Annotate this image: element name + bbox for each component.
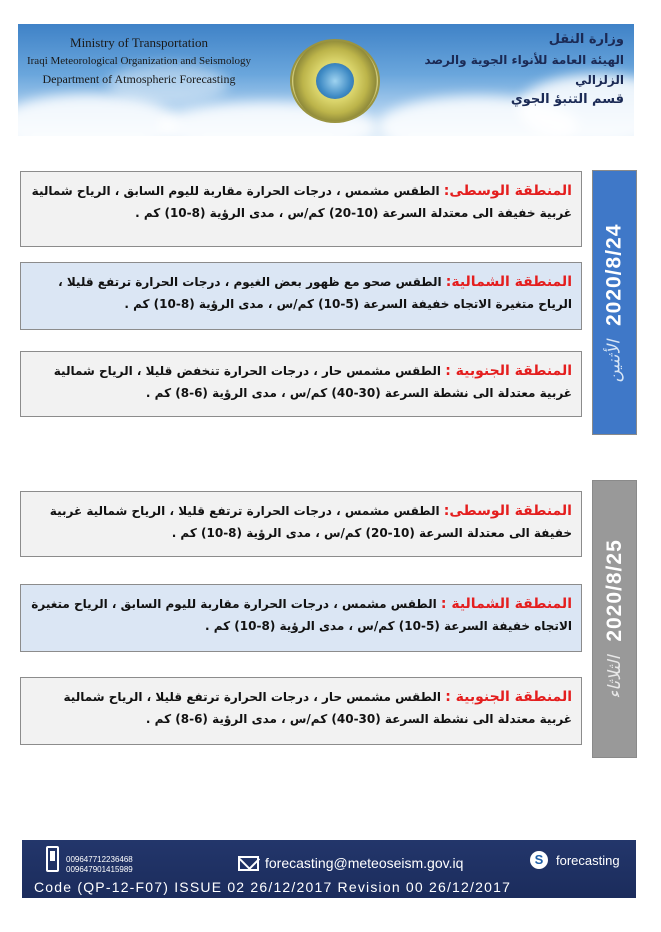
ministry-name-ar: وزارة النقل [548, 32, 624, 47]
forecast-box-south-day2 [20, 677, 582, 745]
document-code-line: Code (QP-12-F07) ISSUE 02 26/12/2017 Revision 00 26/12/2017 [34, 879, 512, 895]
forecast-text: الطقس مشمس حار ، درجات الحرارة تنخفض قليلا ، الرياح شمالية غربية معتدلة الى نشطة السرعة (30-40) كم/س ، مدى الرؤية (6-8) كم . [53, 364, 572, 400]
forecast-text: الطقس مشمس حار ، درجات الحرارة ترتفع قليلا ، الرياح شمالية غربية معتدلة الى نشطة السرعة (30-40) كم/س ، مدى الرؤية (6-8) كم . [63, 690, 572, 726]
organization-name-en: Iraqi Meteorological Organization and Seismology [26, 55, 252, 67]
footer-bar [22, 840, 636, 898]
forecast-box-north-day1 [20, 262, 582, 330]
region-name: المنطقة الشمالية : [440, 596, 572, 612]
day-date: 2020/8/25 [602, 539, 626, 642]
region-name: المنطقة الجنوبية : [445, 363, 572, 379]
header-english [24, 34, 254, 88]
department-name-ar: قسم التنبؤ الجوي [510, 92, 624, 107]
phone-icon [46, 846, 59, 872]
region-name: المنطقة الجنوبية : [445, 689, 572, 705]
phone-number-2: 009647901415989 [66, 865, 133, 874]
mail-icon [238, 856, 259, 871]
forecast-box-south-day1 [20, 351, 582, 417]
region-name: المنطقة الوسطى: [443, 503, 572, 519]
organization-logo-icon [290, 39, 380, 123]
organization-name-ar: الهيئة العامة للأنواء الجوية والرصد الزلزالي [424, 53, 624, 87]
phone-number-1: 009647712236468 [66, 855, 133, 864]
header-banner [18, 24, 634, 136]
email-address[interactable]: forecasting@meteoseism.gov.iq [265, 855, 464, 871]
forecast-text: الطقس مشمس ، درجات الحرارة ترتفع قليلا ، الرياح شمالية غربية خفيفة الى معتدلة السرعة (10-20) كم/س ، مدى الرؤية (8-10) كم . [49, 504, 572, 540]
day-date: 2020/8/24 [602, 223, 626, 326]
forecast-text: الطقس مشمس ، درجات الحرارة مقاربة لليوم السابق ، الرياح شمالية غربية خفيفة الى معتدلة السرعة (10-20) كم/س ، مدى الرؤية (8-10) كم . [31, 184, 572, 220]
skype-handle[interactable]: forecasting [556, 853, 620, 868]
skype-icon: S [530, 851, 548, 869]
ministry-name-en: Ministry of Transportation [70, 35, 208, 50]
day-tab-1 [592, 170, 637, 435]
forecast-text: الطقس صحو مع ظهور بعض الغيوم ، درجات الحرارة ترتفع قليلا ، الرياح متغيرة الاتجاه خفيفة السرعة (5-10) كم/س ، مدى الرؤية (8-10) كم . [58, 275, 572, 311]
day-name: الثلاثاء [604, 655, 625, 699]
region-name: المنطقة الوسطى: [443, 183, 572, 199]
forecast-box-central-day1 [20, 171, 582, 247]
department-name-en: Department of Atmospheric Forecasting [42, 72, 236, 86]
logo-globe-icon [316, 63, 354, 99]
day-tab-2 [592, 480, 637, 758]
header-arabic [394, 30, 624, 110]
forecast-box-north-day2 [20, 584, 582, 652]
region-name: المنطقة الشمالية: [445, 274, 572, 290]
forecast-box-central-day2 [20, 491, 582, 557]
forecast-text: الطقس مشمس ، درجات الحرارة مقاربة لليوم السابق ، الرياح متغيرة الاتجاه خفيفة السرعة (5-10) كم/س ، مدى الرؤية (8-10) كم . [31, 597, 572, 633]
day-name: الأثنين [604, 339, 625, 382]
phone-numbers [66, 855, 133, 875]
